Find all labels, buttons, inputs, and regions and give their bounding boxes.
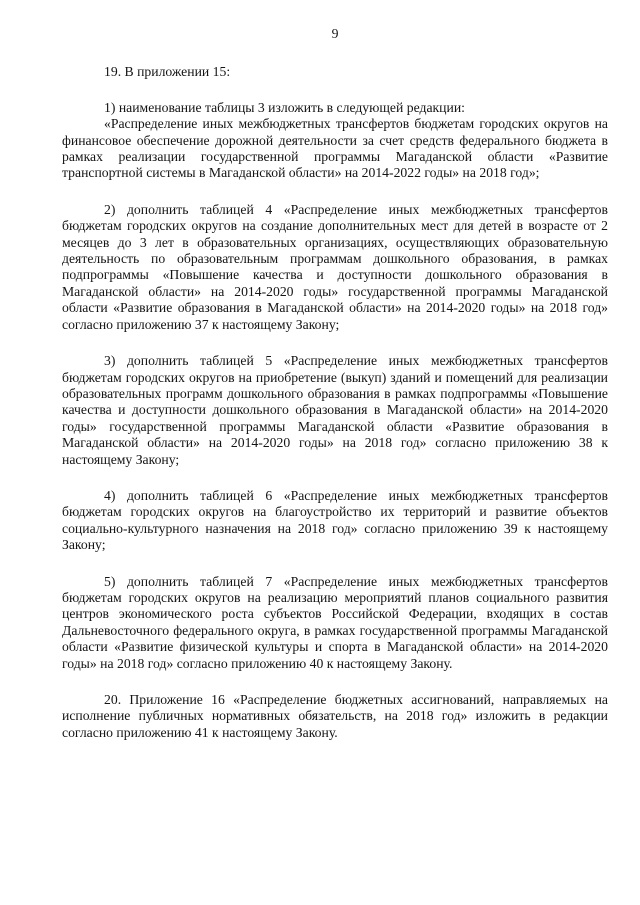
list-item-3 — [62, 353, 608, 468]
list-item-5 — [62, 574, 608, 672]
item-5-text: 5) дополнить таблицей 7 «Распределение иных межбюджетных трансфертов бюджетам городских округов на реализацию мероприятий планов социального развития центров экономического роста субъектов Российской Федерации, входящих в состав Дальневосточного федерального округа, в рамках государственной программы Магаданской области «Развитие физической культуры и спорта в Магаданской области» на 2014-2020 годы» на 2018 год» согласно приложению 40 к настоящему Закону. — [62, 573, 608, 671]
page-number: 9 — [331, 26, 339, 41]
section-20 — [62, 692, 608, 741]
item-4-text: 4) дополнить таблицей 6 «Распределение иных межбюджетных трансфертов бюджетам городских округов на благоустройство их территорий и развитие объектов социально-культурного назначения на 2018 год» согласно приложению 39 к настоящему Закону; — [62, 487, 608, 553]
item-1-quote: «Распределение иных межбюджетных трансфертов бюджетам городских округов на финансовое обеспечение дорожной деятельности за счет средств федерального бюджета в рамках реализации государственной программы Магаданской области «Развитие транспортной системы в Магаданской области» на 2014-2022 годы» на 2018 год»; — [62, 116, 608, 181]
item-3-text: 3) дополнить таблицей 5 «Распределение иных межбюджетных трансфертов бюджетам городских округов на приобретение (выкуп) зданий и помещений для реализации образовательных программ дошкольного образования в рамках подпрограммы «Повышение качества и доступности дошкольного образования в Магаданской области» на 2014-2020 годы» государственной программы Магаданской области «Развитие образования в Магаданской области» на 2014-2020 годы» на 2018 год» согласно приложению 38 к настоящему Закону; — [62, 353, 608, 467]
item-2-text: 2) дополнить таблицей 4 «Распределение иных межбюджетных трансфертов бюджетам городских округов на создание дополнительных мест для детей в возрасте от 2 месяцев до 3 лет в образовательных организациях, осуществляющих образовательную деятельность по образовательным программам дошкольного образования, в рамках подпрограммы «Повышение качества и доступности дошкольного образования в Магаданской области» на 2014-2020 годы» государственной программы Магаданской области «Развитие образования в Магаданской области» на 2014-2020 годы» на 2018 год» согласно приложению 37 к настоящему Закону; — [62, 201, 608, 332]
item-1-text: 1) наименование таблицы 3 изложить в следующей редакции: — [104, 99, 465, 115]
section-heading: 19. В приложении 15: — [104, 64, 231, 80]
list-item-2 — [62, 202, 608, 333]
list-item-4 — [62, 488, 608, 554]
list-item-1 — [62, 100, 608, 182]
section-20-text: 20. Приложение 16 «Распределение бюджетных ассигнований, направляемых на исполнение публичных нормативных обязательств, на 2018 год» изложить в редакции согласно приложению 41 к настоящему Закону. — [62, 692, 608, 740]
